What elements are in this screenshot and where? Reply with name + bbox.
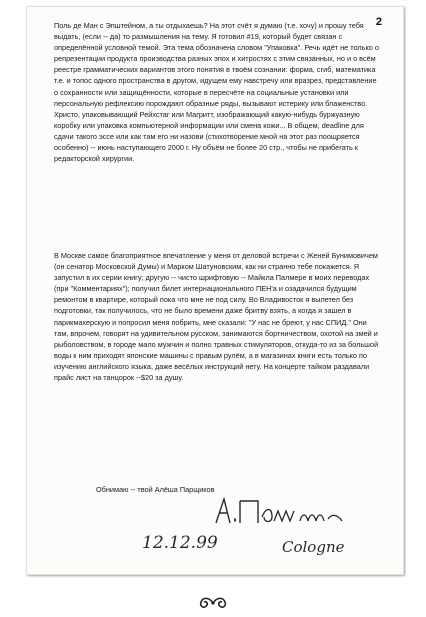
handwritten-place: Cologne — [282, 538, 345, 556]
letter-paragraph-2: В Москве самое благоприятное впечатление у меня от деловой встречи с Женей Бунимовичем (он сенатор Московской Думы) и Марком Шатуновским, как ни странно тебе покажется. Я запустил в их серии книгу; другую -- чисто шрифтовую -- Майкла Палмере в моих переводах (при "Комментариях"); получил билет интернационального ПЕН'а и озадачился будущим ремонтом в квартире, который пока что мне не под силу. Во Владивосток я вылетел без подготовки, так получилось, что не было времени даже бритву взять, а когда я зашел в парикмахерскую и попросил меня побрить, мне сказали: "У нас не бреют, у нас СПИД." Они там, впрочем, говорят на удивительном русском, занимаются бортничеством, охотой на змей и рыболовством, в городе мало мужчин и полно травных стимуляторов, откуда-то из за большой воды к ним приходят японские машины с правым рулём, а в магазинах книги есть только по изучению английского языка, даже весёлых инструкций нету. На концерте тайком раздавали прайс лист на танцорок --$20 за душу. — [54, 251, 379, 383]
fleuron-ornament-icon — [193, 596, 233, 610]
page-number: 2 — [375, 16, 382, 28]
letter-paragraph-1: Поль де Ман с Эпштейном, а ты отдыхаешь? На этот счёт я думаю (т.е. хочу) и прошу тебя выдать, (если -- да) то размышления на тему. Я готовил #19, который будет связан с определённой условной темой. Эта тема обозначена словом "Упаковка". Речь идёт не только о репрезентации продукта производства разных эпох и хитростях с этим связанных, но и о всём реестре грамматических вариантов этого понятия в твоём сознании: форма, сгиб, математика т.е. и топос одного пространства в другом, идущем ему навстречу или вразрез, представление о сохранности или защищённости, которые в пересчёте на социальные установки или персональную рефлексию порождают образные ряды, вызывают истерику или блаженство. Христо, упаковывающий Рейхстаг или Магритт, изображающий какую-нибудь буржуазную коробку или упаковка компьютерной информации или смена кожи... В общем, deadline для сдачи такого эссе или как там его ни назови (стихотворение мной на этот раз поощряется особенно) -- июнь наступающего 2000 г. Ну объём не более 20 стр., чтобы не прибегать к редакторской хирургии. — [54, 21, 379, 164]
handwritten-date: 12.12.99 — [142, 533, 218, 553]
signature-icon — [210, 493, 350, 529]
closing-line: Обнимаю -- твой Алёша Парщиков — [96, 485, 215, 494]
